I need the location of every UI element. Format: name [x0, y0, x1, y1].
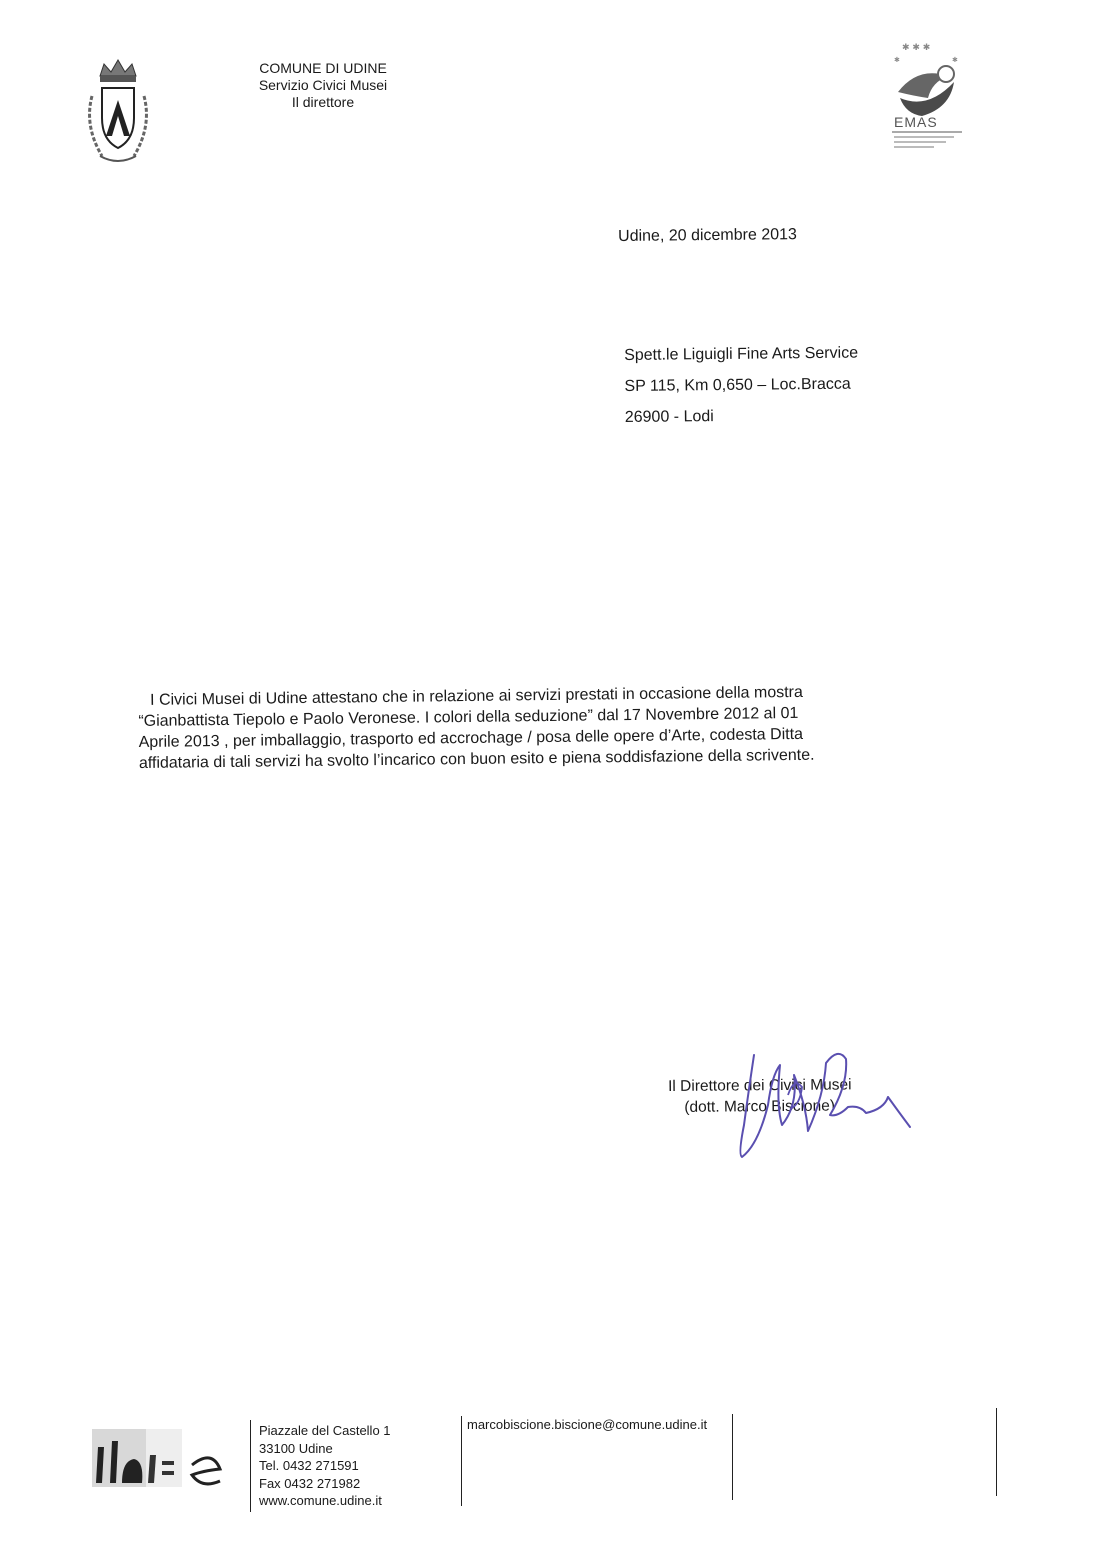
body-line: affidataria di tali servizi ha svolto l’incarico con buon esito e piena soddisfazione della scrivente. — [138, 746, 815, 772]
svg-text:✱: ✱ — [952, 56, 958, 64]
udine-crest-icon — [82, 56, 154, 168]
footer-divider — [461, 1416, 462, 1506]
recipient-street: SP 115, Km 0,650 – Loc.Bracca — [624, 375, 851, 395]
footer-tel: Tel. 0432 271591 — [259, 1458, 359, 1474]
service-name: Servizio Civici Musei — [258, 77, 388, 93]
svg-text:✱ ✱ ✱: ✱ ✱ ✱ — [902, 43, 931, 53]
body-line: I Civici Musei di Udine attestano che in relazione ai servizi prestati in occasione della mostra — [150, 683, 803, 709]
org-name: COMUNE DI UDINE — [259, 60, 387, 76]
footer-city: 33100 Udine — [259, 1440, 333, 1456]
footer-divider — [996, 1408, 997, 1496]
recipient-name: Spett.le Liguigli Fine Arts Service — [624, 344, 859, 364]
signer-title: Il Direttore dei Civici Musei — [668, 1076, 852, 1095]
body-line: Aprile 2013 , per imballaggio, trasporto ed accrochage / posa delle opere d’Arte, codesta Ditta — [138, 725, 804, 751]
emas-label: EMAS — [894, 114, 938, 130]
svg-text:✱: ✱ — [894, 56, 900, 64]
footer-divider — [250, 1420, 251, 1512]
recipient-city: 26900 - Lodi — [624, 408, 714, 426]
udine-city-logo — [92, 1425, 232, 1491]
footer-email: marcobiscione.biscione@comune.udine.it — [467, 1417, 708, 1432]
handwritten-signature — [728, 1035, 918, 1165]
recipient-address — [624, 338, 859, 433]
footer-website: www.comune.udine.it — [259, 1493, 382, 1509]
letterhead — [238, 60, 408, 111]
body-line: “Gianbattista Tiepolo e Paolo Veronese. I colori della seduzione” dal 17 Novembre 2012 al 01 — [138, 704, 799, 730]
letter-date: Udine, 20 dicembre 2013 — [618, 226, 797, 245]
footer-address — [259, 1422, 391, 1510]
footer-fax: Fax 0432 271982 — [259, 1475, 361, 1491]
role-name: Il direttore — [291, 94, 355, 110]
signer-name: (dott. Marco Biscione) — [684, 1097, 836, 1116]
letter-body — [138, 680, 919, 774]
footer-divider — [732, 1414, 733, 1500]
emas-logo — [888, 36, 968, 154]
footer-street: Piazzale del Castello 1 — [259, 1423, 391, 1438]
